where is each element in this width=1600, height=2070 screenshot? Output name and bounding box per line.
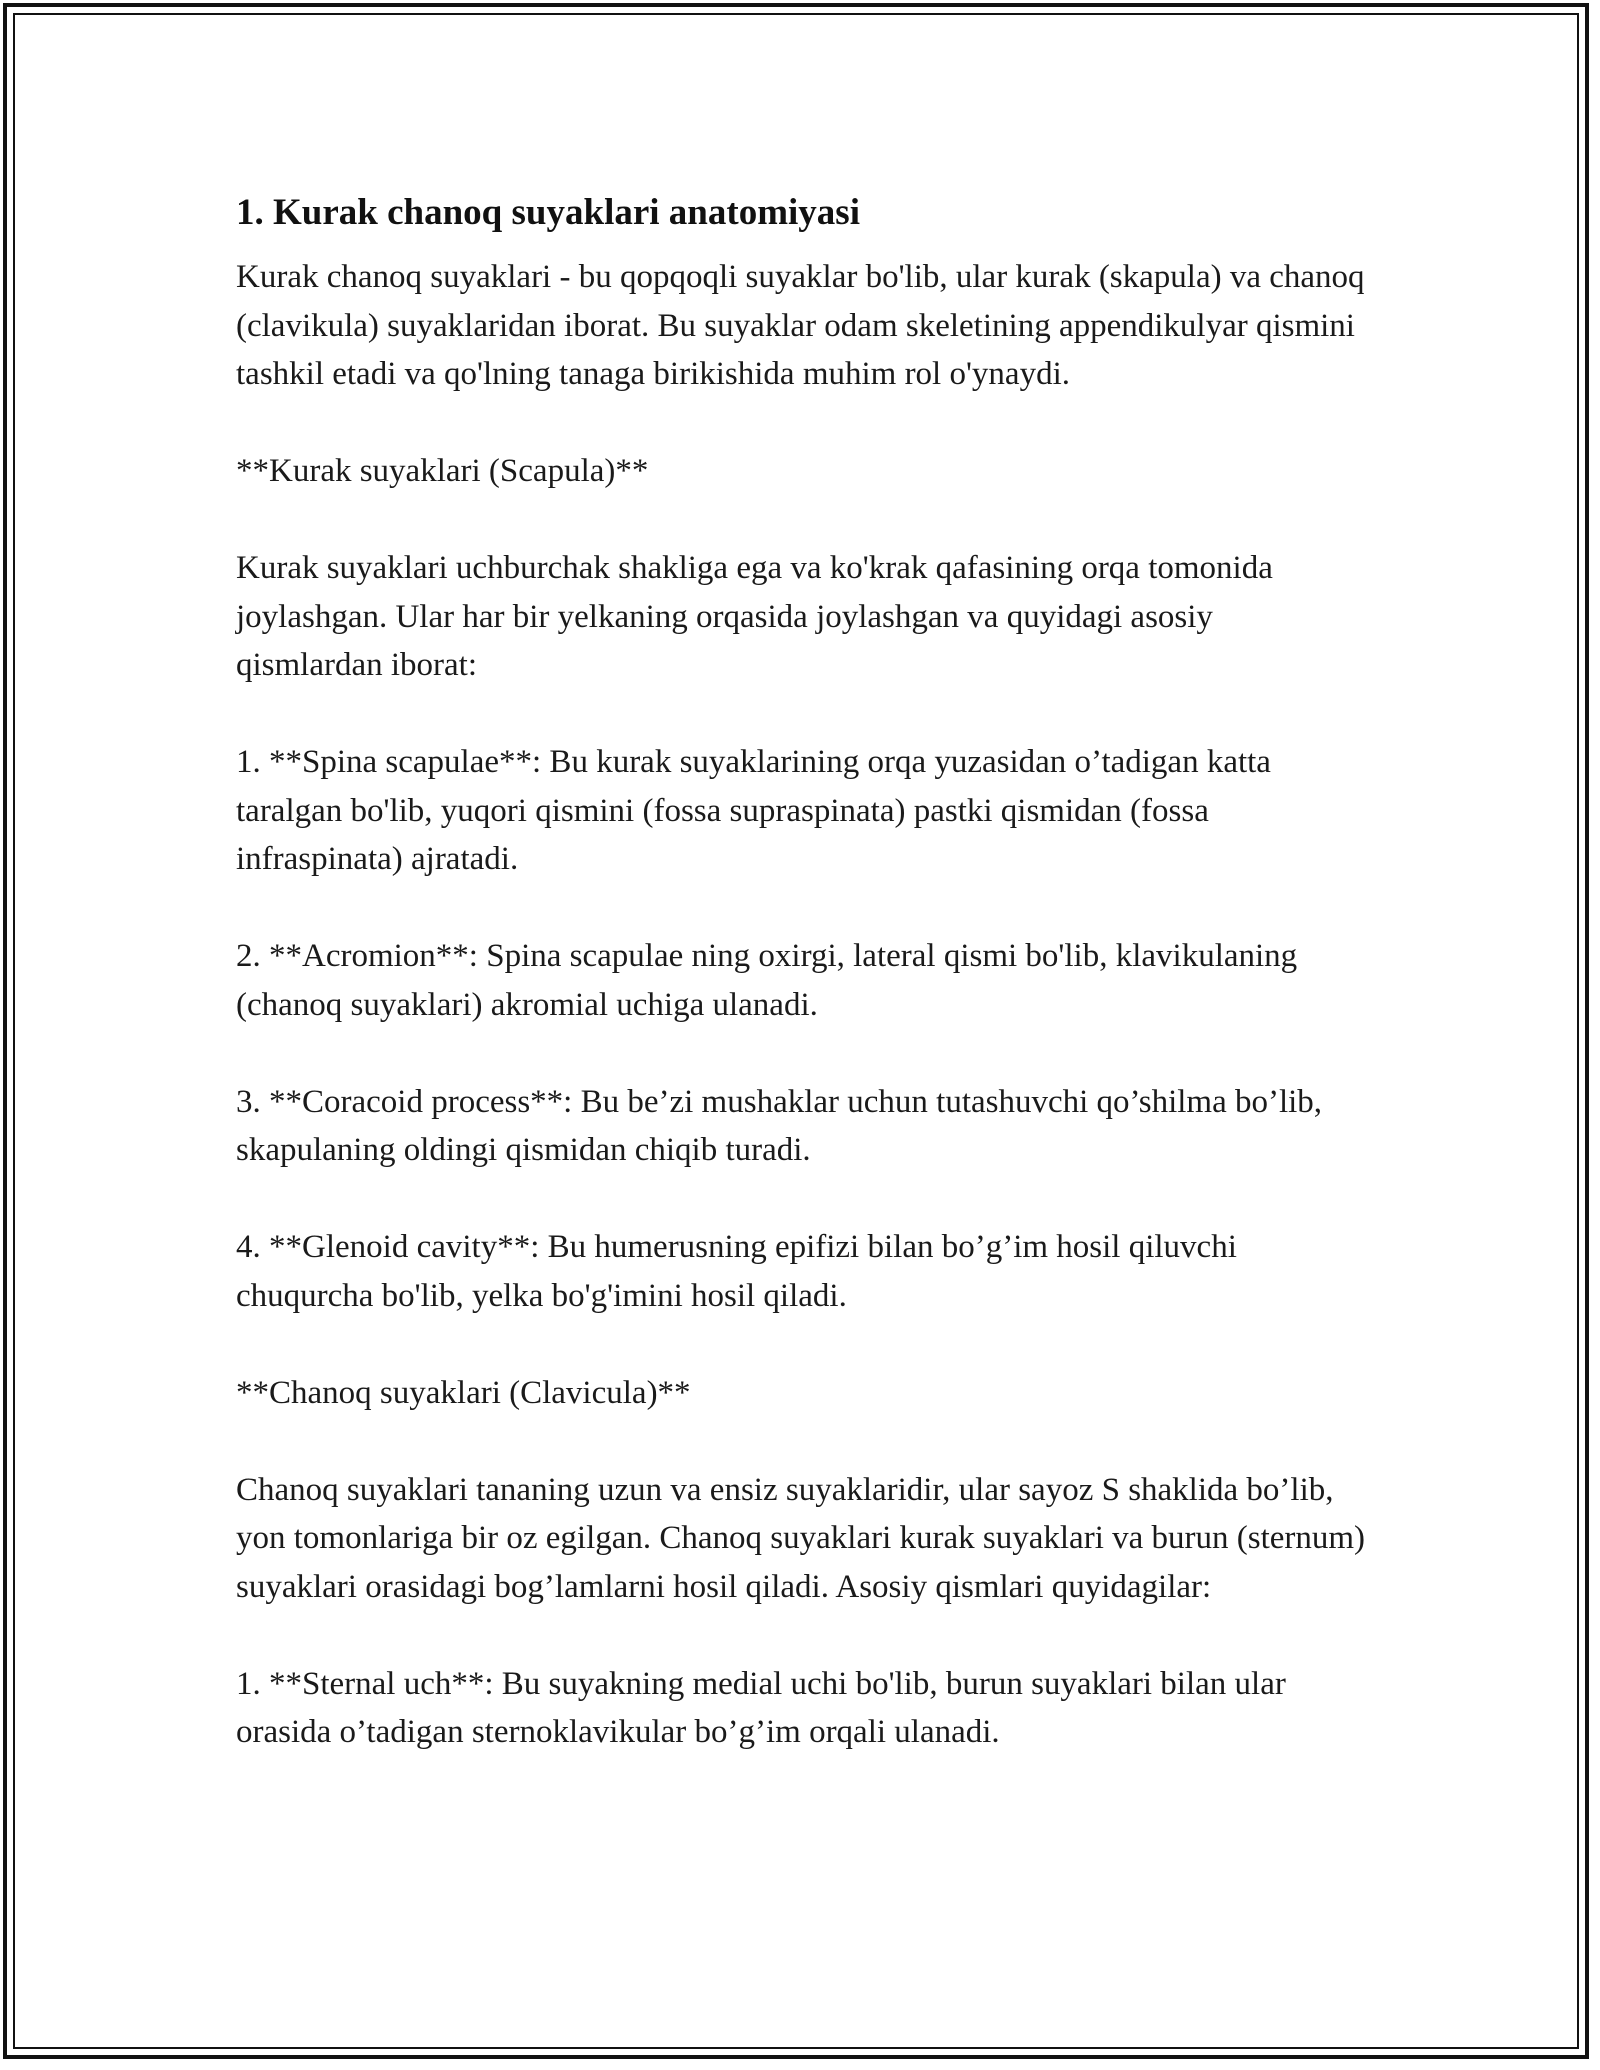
intro-paragraph: Kurak chanoq suyaklari - bu qopqoqli suyaklar bo'lib, ular kurak (skapula) va chanoq (clavikula) suyaklaridan iborat. Bu suyaklar odam skeletining appendikulyar qismini tashkil etadi va qo'lning tanaga birikishida muhim rol o'ynaydi. — [236, 259, 1365, 392]
document-body — [236, 183, 1366, 1757]
list-item-glenoid-cavity: 4. **Glenoid cavity**: Bu humerusning epifizi bilan bo’g’im hosil qiluvchi chuqurcha bo'lib, yelka bo'g'imini hosil qiladi. — [236, 1229, 1237, 1314]
list-item-acromion: 2. **Acromion**: Spina scapulae ning oxirgi, lateral qismi bo'lib, klavikulaning (chanoq suyaklari) akromial uchiga ulanadi. — [236, 938, 1298, 1023]
paragraph-spacer — [236, 399, 1366, 448]
paragraph-spacer — [236, 884, 1366, 933]
section-heading-clavicula: **Chanoq suyaklari (Clavicula)** — [236, 1374, 691, 1411]
document-title: 1. Kurak chanoq suyaklari anatomiyasi — [236, 192, 860, 233]
paragraph-spacer — [236, 1320, 1366, 1369]
paragraph-spacer — [236, 1029, 1366, 1078]
paragraph-spacer — [236, 1417, 1366, 1466]
paragraph-spacer — [236, 690, 1366, 739]
section-heading-scapula: **Kurak suyaklari (Scapula)** — [236, 453, 649, 489]
list-item-spina-scapulae: 1. **Spina scapulae**: Bu kurak suyaklarining orqa yuzasidan o’tadigan katta taralgan bo'lib, yuqori qismini (fossa supraspinata) pastki qismidan (fossa infraspinata) ajratadi. — [236, 744, 1271, 877]
list-item-sternal-uch: 1. **Sternal uch**: Bu suyakning medial uchi bo'lib, burun suyaklari bilan ular orasida o’tadigan sternoklavikular bo’g’im orqali ulanadi. — [236, 1665, 1286, 1750]
scapula-paragraph: Kurak suyaklari uchburchak shakliga ega va ko'krak qafasining orqa tomonida joylashgan. Ular har bir yelkaning orqasida joylashgan va quyidagi asosiy qismlardan iborat: — [236, 550, 1273, 683]
clavicula-paragraph: Chanoq suyaklari tananing uzun va ensiz suyaklaridir, ular sayoz S shaklida bo’lib, yon tomonlariga bir oz egilgan. Chanoq suyaklari kurak suyaklari va burun (sternum) suyaklari orasidagi bog’lamlarni hosil qiladi. Asosiy qismlari quyidagilar: — [236, 1471, 1366, 1605]
paragraph-spacer — [236, 1611, 1366, 1660]
list-item-coracoid-process: 3. **Coracoid process**: Bu be’zi mushaklar uchun tutashuvchi qo’shilma bo’lib, skapulaning oldingi qismidan chiqib turadi. — [236, 1083, 1323, 1168]
paragraph-spacer — [236, 496, 1366, 545]
paragraph-spacer — [236, 1175, 1366, 1224]
